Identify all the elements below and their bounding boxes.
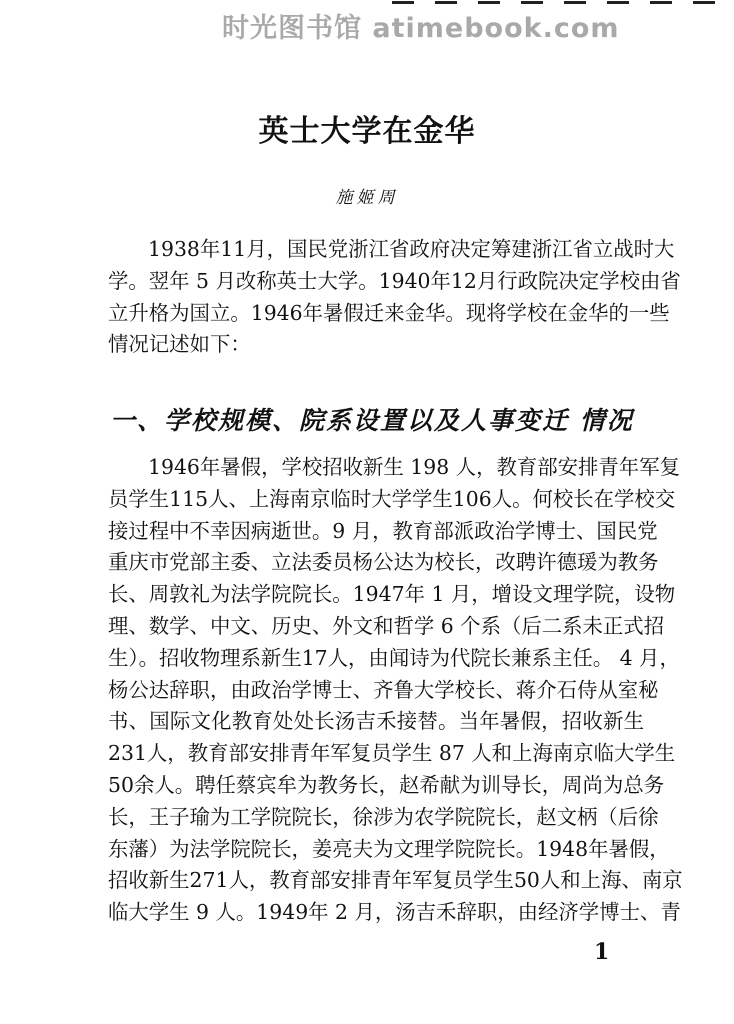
paragraph-2 — [108, 452, 683, 929]
section-heading: 一、学校规模、院系设置以及人事变迁 情况 — [110, 406, 634, 435]
text-line: 1946年暑假，学校招收新生 198 人，教育部安排青年军复 — [148, 455, 680, 479]
text-line: 长，王子瑜为工学院院长，徐涉为农学院院长，赵文柄（后徐 — [108, 804, 659, 829]
page-title: 英士大学在金华 — [258, 114, 476, 149]
text-line: 长、周敦礼为法学院院长。1947年 1 月，增设文理学院，设物 — [108, 582, 676, 607]
text-line: 情况记述如下： — [108, 332, 251, 357]
text-line: 理、数学、中文、历史、外文和哲学 6 个系（后二系未正式招 — [108, 613, 665, 638]
text-line: 杨公达辞职，由政治学博士、齐鲁大学校长、蒋介石侍从室秘 — [108, 677, 659, 702]
scan-artifact-dashes — [392, 1, 734, 4]
text-line: 书、国际文化教育处处长汤吉禾接替。当年暑假，招收新生 — [108, 709, 644, 734]
paragraph-1 — [108, 234, 681, 361]
text-line: 重庆市党部主委、立法委员杨公达为校长，改聘许德瑗为教务 — [108, 550, 659, 575]
text-line: 学。翌年 5 月改称英士大学。1940年12月行政院决定学校由省 — [108, 268, 681, 293]
text-line: 员学生115人、上海南京临时大学学生106人。何校长在学校交 — [108, 486, 676, 511]
page-number: 1 — [594, 939, 610, 965]
text-line: 招收新生271人，教育部安排青年军复员学生50人和上海、南京 — [108, 868, 683, 893]
text-line: 生）。招收物理系新生17人，由闻诗为代院长兼系主任。 4 月， — [108, 645, 680, 670]
text-line: 50余人。聘任蔡宾牟为教务长，赵希献为训导长，周尚为总务 — [108, 772, 665, 797]
text-line: 东藩）为法学院院长，姜亮夫为文理学院院长。1948年暑假， — [108, 836, 670, 861]
text-line: 立升格为国立。1946年暑假迁来金华。现将学校在金华的一些 — [108, 300, 670, 325]
text-line: 接过程中不幸因病逝世。9 月，教育部派政治学博士、国民党 — [108, 518, 658, 543]
author: 施姬周 — [335, 188, 399, 208]
text-line: 1938年11月，国民党浙江省政府决定筹建浙江省立战时大 — [148, 237, 675, 261]
text-line: 231人，教育部安排青年军复员学生 87 人和上海南京临大学生 — [108, 741, 676, 766]
watermark: 时光图书馆 atimebook.com — [222, 13, 620, 44]
text-line: 临大学生 9 人。1949年 2 月，汤吉禾辞职，由经济学博士、青 — [108, 900, 681, 925]
